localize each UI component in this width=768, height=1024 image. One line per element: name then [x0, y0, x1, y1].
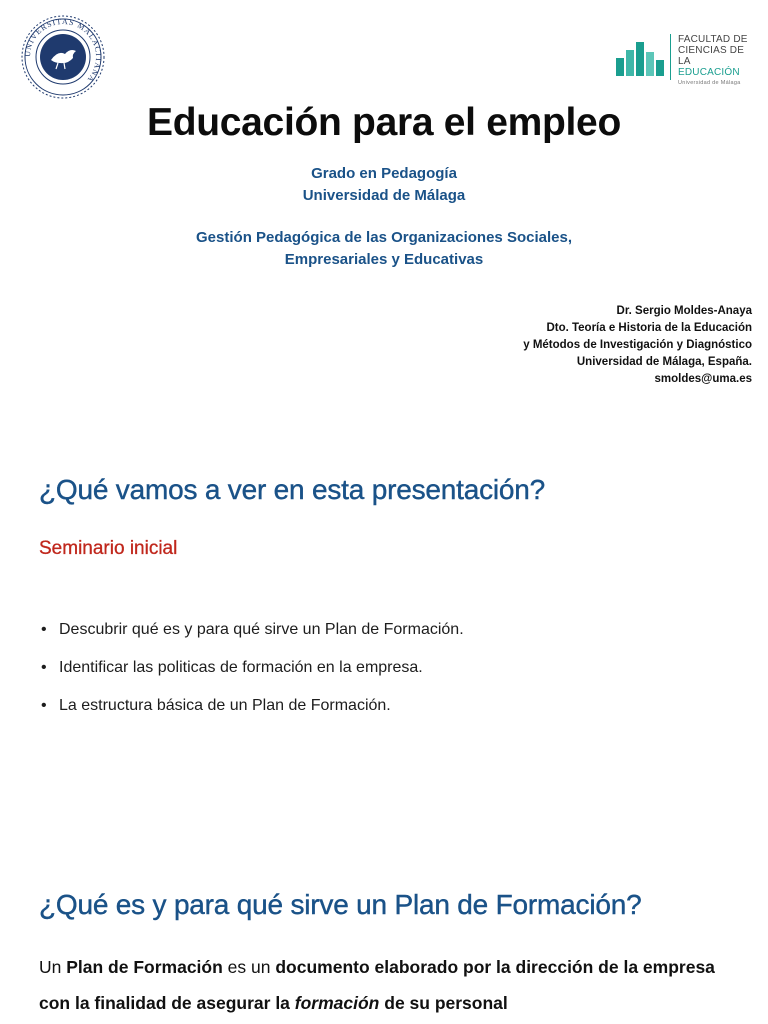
author-dept-2: y Métodos de Investigación y Diagnóstico [523, 339, 752, 351]
list-item [39, 619, 464, 657]
seal-text: UNIVERSITAS MALACITANA [22, 16, 104, 85]
author-email: smoldes@uma.es [654, 373, 752, 385]
faculty-line-2: CIENCIAS DE [678, 45, 745, 56]
paragraph-text: es un [222, 957, 276, 977]
page-title: Educación para el empleo [147, 101, 621, 144]
faculty-university: Universidad de Málaga [678, 80, 741, 86]
author-name: Dr. Sergio Moldes-Anaya [616, 305, 752, 317]
degree-line-1: Grado en Pedagogía [311, 165, 457, 182]
university-seal-icon [18, 14, 108, 100]
author-university: Universidad de Málaga, España. [576, 356, 752, 368]
section1-subheading: Seminario inicial [39, 538, 178, 559]
bullet-text: Descubrir qué es y para qué sirve un Plan de Formación. [59, 621, 464, 638]
section1-heading: ¿Qué vamos a ver en esta presentación? [39, 474, 546, 505]
author-dept-1: Dto. Teoría e Historia de la Educación [546, 322, 752, 334]
list-item [39, 657, 464, 695]
section2-heading: ¿Qué es y para qué sirve un Plan de Formación? [39, 889, 642, 920]
paragraph-bold-text: documento elaborado por la dirección de la empresa con la finalidad de asegurar la [39, 957, 715, 1013]
degree-block [0, 163, 768, 207]
paragraph-bold-term: Plan de Formación [66, 957, 223, 977]
paragraph-bold-end: de su personal [379, 993, 508, 1013]
paragraph-italic-term: formación [294, 993, 380, 1013]
faculty-line-1: FACULTAD DE [678, 34, 748, 45]
bullet-icon: • [41, 659, 47, 676]
bullet-text: Identificar las politicas de formación en la empresa. [59, 659, 423, 676]
subject-line-1: Gestión Pedagógica de las Organizaciones Sociales, [196, 229, 572, 246]
faculty-line-3a: LA [678, 56, 691, 67]
paragraph-text: Un [39, 957, 67, 977]
bullet-text: La estructura básica de un Plan de Formación. [59, 697, 391, 714]
faculty-building-icon [614, 38, 666, 78]
bullet-icon: • [41, 697, 47, 714]
subject-line-2: Empresariales y Educativas [284, 251, 484, 268]
faculty-logo [614, 34, 754, 86]
author-block [523, 303, 752, 388]
faculty-line-3b: EDUCACIÓN [678, 67, 740, 78]
bullet-list [39, 619, 464, 733]
section2-paragraph [39, 949, 739, 1021]
subject-block [0, 227, 768, 271]
degree-line-2: Universidad de Málaga [302, 187, 466, 204]
bullet-icon: • [41, 621, 47, 638]
list-item [39, 695, 464, 733]
